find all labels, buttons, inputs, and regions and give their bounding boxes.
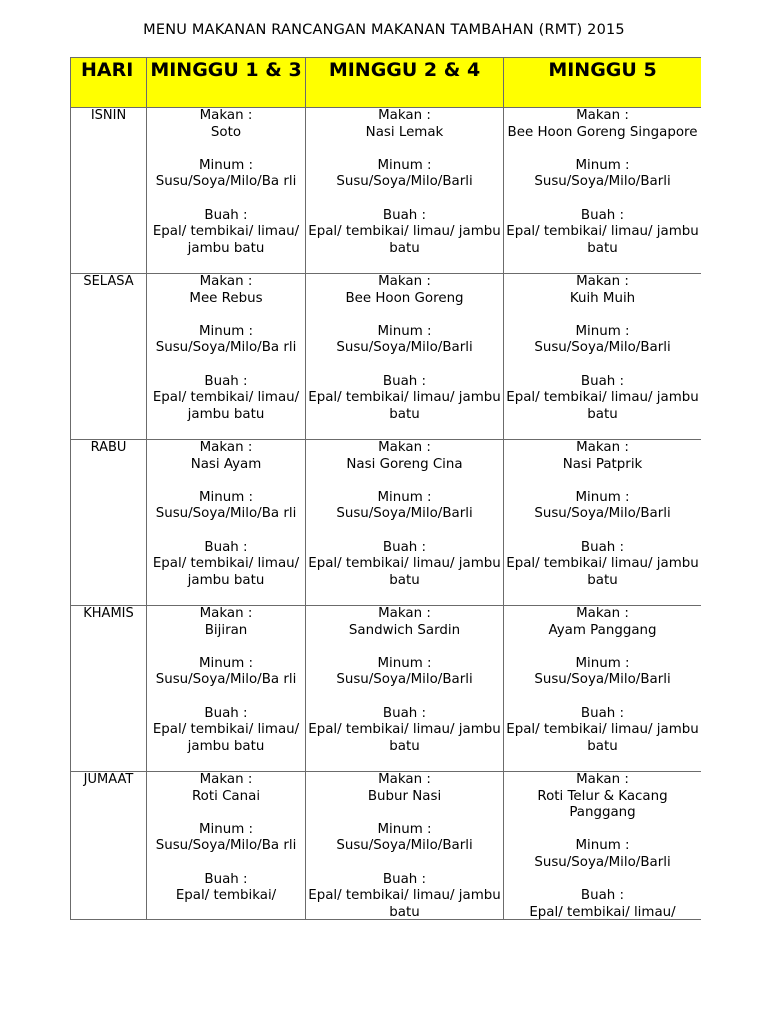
makan-label: Makan : (576, 606, 629, 621)
menu-cell-minggu-5 (504, 108, 702, 274)
buah-label: Buah : (580, 207, 625, 223)
buah-value: Epal/ tembikai/ limau/ jambu batu (152, 390, 300, 422)
spacer (306, 805, 503, 822)
minum-label: Minum : (198, 323, 254, 339)
minum-value: Susu/Soya/Milo/Ba rli (155, 672, 297, 688)
spacer (306, 473, 503, 490)
table-row (71, 772, 702, 920)
menu-cell-minggu-5 (504, 772, 702, 920)
menu-cell-minggu-5 (504, 274, 702, 440)
menu-cell-content (504, 606, 701, 771)
minum-label: Minum : (575, 157, 630, 173)
menu-cell-content (147, 274, 305, 439)
makan-value: Bee Hoon Goreng (345, 290, 464, 306)
buah-label: Buah : (382, 539, 427, 555)
table-row (71, 274, 702, 440)
page-title: MENU MAKANAN RANCANGAN MAKANAN TAMBAHAN (RMT) 2015 (143, 22, 625, 38)
makan-value: Roti Telur & Kacang Panggang (537, 788, 668, 821)
makan-value: Nasi Patprik (562, 456, 643, 472)
menu-cell-content (306, 108, 503, 273)
spacer (306, 523, 503, 540)
makan-label: Makan : (576, 440, 629, 455)
spacer (504, 639, 701, 656)
buah-label: Buah : (204, 539, 248, 555)
buah-label: Buah : (204, 871, 248, 887)
menu-cell-content (306, 606, 503, 771)
minum-value: Susu/Soya/Milo/Ba rli (155, 838, 297, 854)
spacer (147, 805, 305, 822)
minum-label: Minum : (198, 157, 254, 173)
makan-label: Makan : (199, 606, 253, 621)
minum-value: Susu/Soya/Milo/Barli (336, 838, 473, 854)
makan-label: Makan : (199, 274, 253, 289)
buah-label: Buah : (382, 705, 427, 721)
spacer (504, 357, 701, 374)
buah-label: Buah : (382, 871, 427, 887)
menu-cell-minggu-1-3 (147, 108, 306, 274)
minum-value: Susu/Soya/Milo/Barli (534, 174, 671, 190)
buah-label: Buah : (204, 373, 248, 389)
makan-value: Nasi Ayam (190, 456, 262, 472)
spacer (147, 689, 305, 706)
makan-label: Makan : (378, 440, 431, 455)
spacer (147, 639, 305, 656)
minum-value: Susu/Soya/Milo/Barli (534, 506, 671, 522)
menu-cell-content (147, 108, 305, 273)
menu-cell-content (306, 772, 503, 919)
spacer (147, 141, 305, 158)
day-cell: KHAMIS (71, 606, 147, 772)
menu-table-container (70, 57, 701, 920)
minum-value: Susu/Soya/Milo/Ba rli (155, 340, 297, 356)
minum-label: Minum : (198, 821, 254, 837)
makan-label: Makan : (576, 274, 629, 289)
minum-value: Susu/Soya/Milo/Barli (336, 506, 473, 522)
spacer (504, 141, 701, 158)
spacer (306, 639, 503, 656)
menu-cell-content (504, 108, 701, 273)
minum-value: Susu/Soya/Milo/Barli (534, 672, 671, 688)
minum-value: Susu/Soya/Milo/Ba rli (155, 174, 297, 190)
day-cell: JUMAAT (71, 772, 147, 920)
day-cell: SELASA (71, 274, 147, 440)
menu-cell-minggu-2-4 (306, 772, 504, 920)
day-cell: ISNIN (71, 108, 147, 274)
menu-cell-minggu-2-4 (306, 274, 504, 440)
menu-cell-content (306, 274, 503, 439)
spacer (504, 307, 701, 324)
buah-label: Buah : (382, 373, 427, 389)
spacer (306, 191, 503, 208)
makan-value: Bubur Nasi (367, 788, 442, 804)
buah-label: Buah : (580, 705, 625, 721)
menu-cell-content (147, 772, 305, 919)
makan-label: Makan : (378, 108, 431, 123)
buah-value: Epal/ tembikai/ limau/ (529, 904, 676, 919)
menu-cell-minggu-5 (504, 440, 702, 606)
makan-label: Makan : (378, 606, 431, 621)
menu-cell-content (306, 440, 503, 605)
menu-cell-minggu-5 (504, 606, 702, 772)
makan-label: Makan : (378, 274, 431, 289)
menu-cell-minggu-2-4 (306, 606, 504, 772)
minum-label: Minum : (377, 157, 432, 173)
makan-value: Bee Hoon Goreng Singapore (507, 124, 698, 140)
minum-label: Minum : (377, 323, 432, 339)
menu-cell-minggu-1-3 (147, 772, 306, 920)
spacer (147, 357, 305, 374)
menu-cell-minggu-1-3 (147, 274, 306, 440)
table-row (71, 440, 702, 606)
table-row (71, 108, 702, 274)
makan-value: Mee Rebus (189, 290, 263, 306)
spacer (306, 689, 503, 706)
makan-label: Makan : (378, 772, 431, 787)
menu-table-body (71, 108, 702, 920)
spacer (306, 855, 503, 872)
spacer (147, 473, 305, 490)
menu-cell-minggu-2-4 (306, 440, 504, 606)
buah-label: Buah : (204, 207, 248, 223)
spacer (504, 872, 701, 889)
spacer (504, 191, 701, 208)
makan-value: Nasi Lemak (365, 124, 444, 140)
minum-label: Minum : (198, 655, 254, 671)
spacer (147, 523, 305, 540)
buah-value: Epal/ tembikai/ limau/ jambu batu (308, 224, 501, 256)
buah-value: Epal/ tembikai/ limau/ jambu batu (506, 722, 699, 754)
menu-cell-minggu-2-4 (306, 108, 504, 274)
spacer (147, 855, 305, 872)
makan-value: Kuih Muih (569, 290, 636, 306)
spacer (306, 307, 503, 324)
buah-value: Epal/ tembikai/ limau/ jambu batu (308, 888, 501, 919)
makan-value: Roti Canai (191, 788, 261, 804)
buah-label: Buah : (580, 888, 625, 904)
buah-value: Epal/ tembikai/ limau/ jambu batu (308, 556, 501, 588)
minum-label: Minum : (377, 655, 432, 671)
buah-label: Buah : (580, 539, 625, 555)
spacer (147, 307, 305, 324)
makan-label: Makan : (199, 772, 253, 787)
makan-value: Bijiran (204, 622, 248, 638)
spacer (504, 822, 701, 839)
buah-value: Epal/ tembikai/ limau/ jambu batu (506, 390, 699, 422)
menu-cell-content (147, 440, 305, 605)
spacer (504, 523, 701, 540)
minum-value: Susu/Soya/Milo/Barli (336, 174, 473, 190)
minum-label: Minum : (575, 489, 630, 505)
table-row (71, 606, 702, 772)
minum-label: Minum : (198, 489, 254, 505)
minum-label: Minum : (575, 323, 630, 339)
header-hari: HARI (71, 58, 147, 108)
header-row (71, 58, 702, 108)
buah-value: Epal/ tembikai/ limau/ jambu batu (152, 224, 300, 256)
menu-cell-content (504, 772, 701, 919)
buah-value: Epal/ tembikai/ limau/ jambu batu (152, 722, 300, 754)
spacer (504, 473, 701, 490)
buah-value: Epal/ tembikai/ limau/ jambu batu (152, 556, 300, 588)
minum-label: Minum : (575, 838, 630, 854)
minum-value: Susu/Soya/Milo/Ba rli (155, 506, 297, 522)
minum-label: Minum : (575, 655, 630, 671)
spacer (504, 689, 701, 706)
buah-value: Epal/ tembikai/ limau/ jambu batu (506, 556, 699, 588)
day-cell: RABU (71, 440, 147, 606)
menu-cell-minggu-1-3 (147, 440, 306, 606)
menu-table (70, 57, 701, 920)
header-minggu-1-3: MINGGU 1 & 3 (147, 58, 306, 108)
makan-label: Makan : (576, 108, 629, 123)
makan-value: Sandwich Sardin (348, 622, 461, 638)
minum-value: Susu/Soya/Milo/Barli (336, 672, 473, 688)
menu-cell-content (504, 274, 701, 439)
minum-label: Minum : (377, 489, 432, 505)
header-minggu-2-4: MINGGU 2 & 4 (306, 58, 504, 108)
makan-value: Ayam Panggang (548, 622, 657, 638)
minum-value: Susu/Soya/Milo/Barli (336, 340, 473, 356)
buah-value: Epal/ tembikai/ limau/ jambu batu (308, 390, 501, 422)
menu-cell-content (147, 606, 305, 771)
buah-value: Epal/ tembikai/ limau/ jambu batu (506, 224, 699, 256)
makan-value: Soto (210, 124, 242, 140)
makan-value: Nasi Goreng Cina (346, 456, 463, 472)
makan-label: Makan : (199, 440, 253, 455)
spacer (147, 191, 305, 208)
buah-value: Epal/ tembikai/ limau/ jambu batu (308, 722, 501, 754)
minum-value: Susu/Soya/Milo/Barli (534, 854, 671, 870)
menu-cell-minggu-1-3 (147, 606, 306, 772)
minum-value: Susu/Soya/Milo/Barli (534, 340, 671, 356)
spacer (306, 141, 503, 158)
minum-label: Minum : (377, 821, 432, 837)
header-minggu-5: MINGGU 5 (504, 58, 702, 108)
buah-label: Buah : (382, 207, 427, 223)
makan-label: Makan : (576, 772, 629, 787)
menu-cell-content (504, 440, 701, 605)
buah-label: Buah : (204, 705, 248, 721)
spacer (306, 357, 503, 374)
makan-label: Makan : (199, 108, 253, 123)
buah-label: Buah : (580, 373, 625, 389)
buah-value: Epal/ tembikai/ (175, 888, 277, 904)
